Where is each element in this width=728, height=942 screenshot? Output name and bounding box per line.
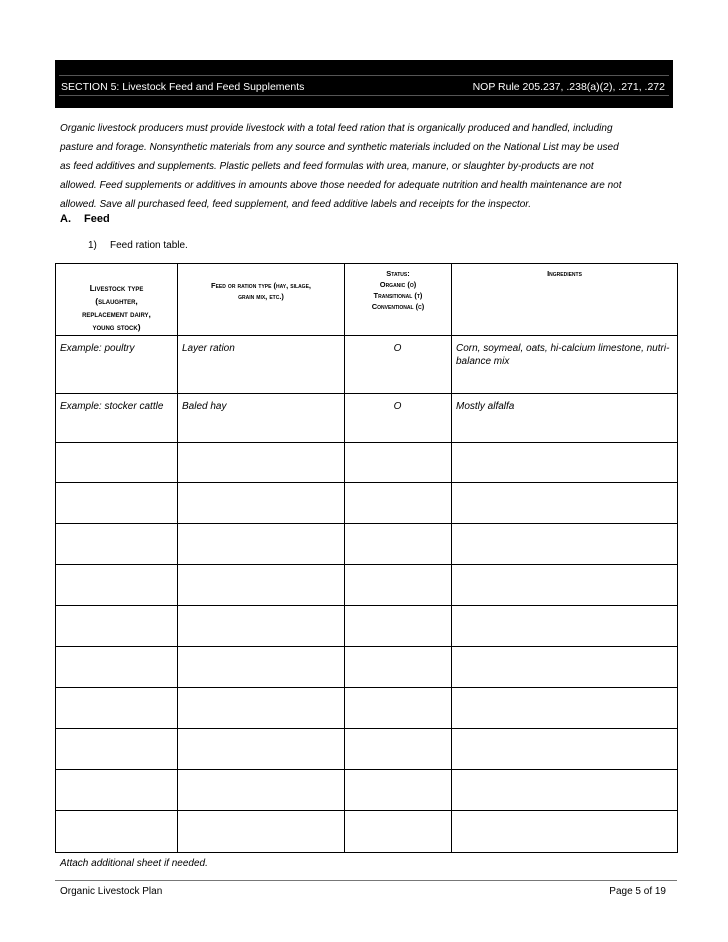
header-line: Ingredients xyxy=(547,269,582,278)
intro-paragraph xyxy=(60,119,675,214)
cell-livestock[interactable] xyxy=(56,811,178,853)
cell-ingredients[interactable] xyxy=(452,524,678,565)
header-line: grain mix, etc.) xyxy=(238,292,284,301)
cell-livestock[interactable] xyxy=(56,770,178,811)
table-row xyxy=(56,606,678,647)
cell-ingredients[interactable] xyxy=(452,811,678,853)
cell-livestock[interactable]: Example: poultry xyxy=(56,336,178,394)
cell-feed-type[interactable] xyxy=(178,811,345,853)
cell-status[interactable] xyxy=(345,729,452,770)
section-header-rule-bottom xyxy=(59,95,669,96)
cell-feed-type[interactable] xyxy=(178,524,345,565)
cell-status[interactable] xyxy=(345,606,452,647)
cell-ingredients[interactable] xyxy=(452,770,678,811)
cell-feed-type[interactable]: Layer ration xyxy=(178,336,345,394)
cell-livestock[interactable] xyxy=(56,483,178,524)
header-feed-type xyxy=(178,264,345,336)
section-header-rule-top xyxy=(59,75,669,76)
footer-divider xyxy=(55,880,677,881)
cell-ingredients[interactable] xyxy=(452,729,678,770)
table-header-row xyxy=(56,264,678,336)
cell-feed-type[interactable] xyxy=(178,770,345,811)
cell-livestock[interactable] xyxy=(56,524,178,565)
table-row xyxy=(56,483,678,524)
cell-ingredients[interactable] xyxy=(452,565,678,606)
header-line: Organic (o) xyxy=(379,280,417,289)
footer-document-title: Organic Livestock Plan xyxy=(60,886,163,897)
attach-note: Attach additional sheet if needed. xyxy=(60,858,208,869)
header-status xyxy=(345,264,452,336)
table-row xyxy=(56,811,678,853)
header-line: Conventional (c) xyxy=(371,302,425,311)
cell-ingredients[interactable] xyxy=(452,483,678,524)
header-line: Status: xyxy=(386,269,410,278)
cell-status[interactable] xyxy=(345,483,452,524)
table-row xyxy=(56,565,678,606)
cell-status[interactable] xyxy=(345,524,452,565)
cell-status[interactable]: O xyxy=(345,336,452,394)
table-row xyxy=(56,524,678,565)
cell-status[interactable] xyxy=(345,770,452,811)
intro-line: allowed. Save all purchased feed, feed supplement, and feed additive labels and receipts for the inspector. xyxy=(60,199,532,210)
table-row xyxy=(56,688,678,729)
header-line: (slaughter, xyxy=(95,296,138,306)
cell-livestock[interactable] xyxy=(56,688,178,729)
cell-ingredients[interactable] xyxy=(452,443,678,483)
header-livestock-type xyxy=(56,264,178,336)
table-row xyxy=(56,336,678,394)
cell-status[interactable] xyxy=(345,688,452,729)
footer-page-number: Page 5 of 19 xyxy=(609,886,666,897)
subsection-heading xyxy=(60,213,110,225)
subsection-letter: A. xyxy=(60,213,71,225)
header-line: Feed or ration type (hay, silage, xyxy=(210,281,311,290)
table-row xyxy=(56,770,678,811)
cell-livestock[interactable] xyxy=(56,729,178,770)
cell-feed-type[interactable] xyxy=(178,688,345,729)
cell-status[interactable] xyxy=(345,443,452,483)
header-line: Livestock type xyxy=(89,283,144,293)
table-row xyxy=(56,443,678,483)
subsection-title: Feed xyxy=(84,213,110,225)
cell-feed-type[interactable] xyxy=(178,483,345,524)
item-text: Feed ration table. xyxy=(110,240,188,251)
intro-line: as feed additives and supplements. Plastic pellets and feed formulas with urea, manure, or slaughter by-products are not xyxy=(60,161,594,172)
cell-ingredients[interactable] xyxy=(452,647,678,688)
intro-line: Organic livestock producers must provide livestock with a total feed ration that is organically produced and handled, including xyxy=(60,123,613,134)
cell-livestock[interactable]: Example: stocker cattle xyxy=(56,394,178,443)
cell-feed-type[interactable] xyxy=(178,729,345,770)
header-ingredients xyxy=(452,264,678,336)
cell-status[interactable]: O xyxy=(345,394,452,443)
header-line: young stock) xyxy=(92,322,141,332)
section-rule-reference: NOP Rule 205.237, .238(a)(2), .271, .272 xyxy=(472,81,665,93)
cell-feed-type[interactable]: Baled hay xyxy=(178,394,345,443)
section-title: SECTION 5: Livestock Feed and Feed Supplements xyxy=(61,81,305,93)
feed-ration-table xyxy=(55,263,678,853)
cell-feed-type[interactable] xyxy=(178,443,345,483)
cell-feed-type[interactable] xyxy=(178,647,345,688)
cell-livestock[interactable] xyxy=(56,565,178,606)
intro-line: pasture and forage. Nonsynthetic materials from any source and synthetic materials included on the National List may be used xyxy=(60,142,619,153)
cell-ingredients[interactable] xyxy=(452,688,678,729)
cell-ingredients[interactable] xyxy=(452,606,678,647)
cell-status[interactable] xyxy=(345,811,452,853)
cell-livestock[interactable] xyxy=(56,647,178,688)
table-row xyxy=(56,394,678,443)
cell-ingredients[interactable]: Corn, soymeal, oats, hi-calcium limestone, nutri-balance mix xyxy=(452,336,678,394)
header-line: Transitional (t) xyxy=(373,291,423,300)
cell-feed-type[interactable] xyxy=(178,606,345,647)
intro-line: allowed. Feed supplements or additives in amounts above those needed for adequate nutrition and health maintenance are not xyxy=(60,180,622,191)
section-header-bar xyxy=(55,60,673,108)
item-number: 1) xyxy=(88,240,97,251)
header-line: replacement dairy, xyxy=(82,309,151,319)
cell-status[interactable] xyxy=(345,647,452,688)
cell-feed-type[interactable] xyxy=(178,565,345,606)
cell-status[interactable] xyxy=(345,565,452,606)
table-row xyxy=(56,729,678,770)
item-heading xyxy=(88,240,188,251)
table-row xyxy=(56,647,678,688)
cell-ingredients[interactable]: Mostly alfalfa xyxy=(452,394,678,443)
cell-livestock[interactable] xyxy=(56,606,178,647)
cell-livestock[interactable] xyxy=(56,443,178,483)
